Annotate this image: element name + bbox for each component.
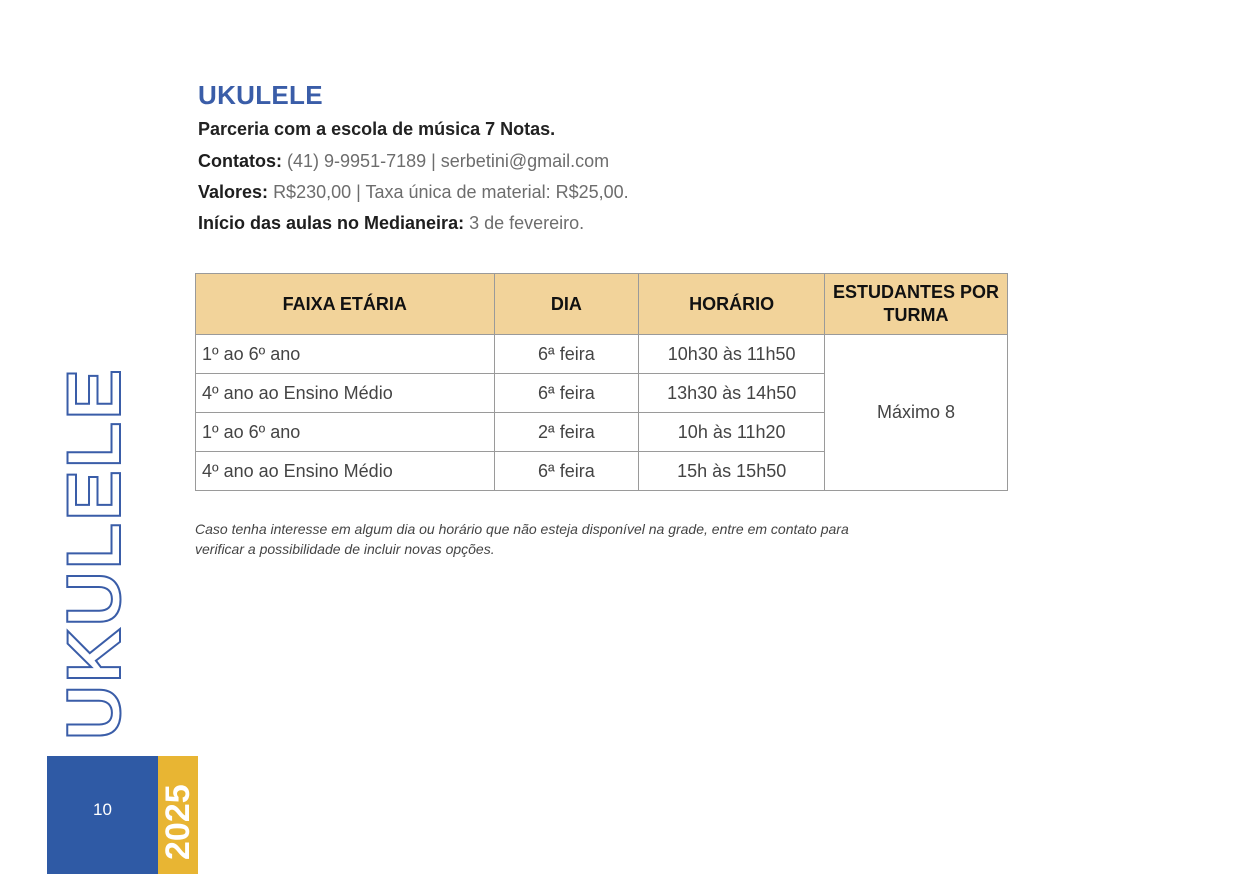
row-age: 1º ao 6º ano [196,413,495,452]
max-students: Máximo 8 [825,335,1008,491]
row-age: 1º ao 6º ano [196,335,495,374]
availability-note: Caso tenha interesse em algum dia ou horário que não esteja disponível na grade, entre em contato para verificar a possibilidade de incluir novas opções. [195,521,849,557]
row-time: 10h às 11h20 [639,413,825,452]
year-label: 2025 [159,784,197,860]
row-time: 13h30 às 14h50 [639,374,825,413]
header-students: ESTUDANTES POR TURMA [825,274,1008,335]
header-time: HORÁRIO [639,274,825,335]
row-day: 6ª feira [494,452,639,491]
start-label: Início das aulas no Medianeira: [198,213,465,233]
side-title: UKULELE [52,367,137,740]
row-age: 4º ano ao Ensino Médio [196,374,495,413]
header-day: DIA [494,274,639,335]
table-header-row [196,274,1008,335]
prices-value: R$230,00 | Taxa única de material: R$25,00. [273,182,629,202]
row-time: 10h30 às 11h50 [639,335,825,374]
contacts-value: (41) 9-9951-7189 | serbetini@gmail.com [287,151,610,171]
page-number: 10 [93,800,112,819]
header-age: FAIXA ETÁRIA [196,274,495,335]
start-line [198,213,584,234]
row-age: 4º ano ao Ensino Médio [196,452,495,491]
page-title: UKULELE [198,80,323,110]
row-time: 15h às 15h50 [639,452,825,491]
partner-line: Parceria com a escola de música 7 Notas. [198,119,556,139]
prices-line [198,182,629,203]
start-value: 3 de fevereiro. [469,213,585,233]
row-day: 6ª feira [494,335,639,374]
prices-label: Valores: [198,182,269,202]
contacts-line [198,151,609,172]
row-day: 6ª feira [494,374,639,413]
table-row [196,335,1008,374]
row-day: 2ª feira [494,413,639,452]
contacts-label: Contatos: [198,151,282,171]
schedule-table [195,273,1008,491]
